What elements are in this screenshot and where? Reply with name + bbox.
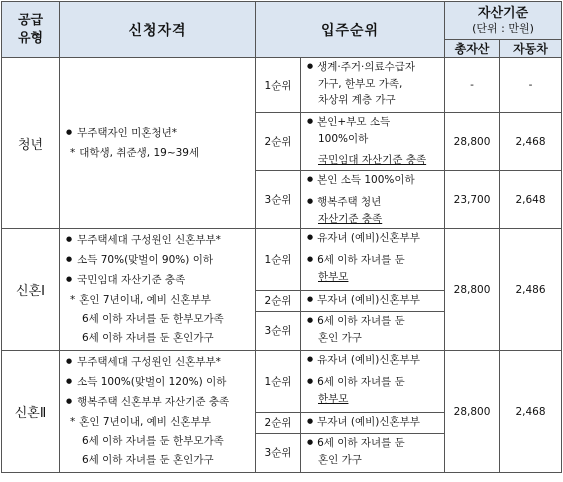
rank-condition bbox=[301, 171, 445, 229]
condition-line: 혼인 가구 bbox=[318, 331, 362, 344]
header-asset-title: 자산기준 bbox=[477, 5, 529, 21]
note-item: * 혼인 7년이내, 예비 신혼부부 bbox=[66, 291, 251, 310]
list-item: ● 소득 70%(맞벌이 90%) 이하 bbox=[66, 251, 251, 271]
condition-line: 혼인 가구 bbox=[318, 453, 362, 466]
header-supply-type-line2: 유형 bbox=[17, 30, 44, 46]
eligibility-table bbox=[1, 1, 562, 473]
table-row bbox=[2, 351, 562, 413]
list-item: ● 무주택자인 미혼청년* bbox=[66, 124, 251, 144]
condition-line: ● 6세 이하 자녀를 둔 bbox=[307, 435, 440, 452]
table-row bbox=[2, 229, 562, 291]
table-row bbox=[2, 58, 562, 113]
qualification-newlywed-1 bbox=[60, 229, 256, 351]
car-value: 2,648 bbox=[500, 171, 562, 229]
condition-line: ● 본인+부모 소득 bbox=[307, 114, 440, 131]
qualification-newlywed-2 bbox=[60, 351, 256, 473]
header-total-assets: 총자산 bbox=[445, 40, 500, 58]
car-value: 2,468 bbox=[500, 351, 562, 473]
header-supply-type bbox=[2, 2, 60, 58]
condition-line: ● 유자녀 (예비)신혼부부 bbox=[307, 230, 440, 247]
rank-condition bbox=[301, 433, 445, 472]
list-item: ● 무주택세대 구성원인 신혼부부* bbox=[66, 231, 251, 251]
total-assets-value: - bbox=[445, 58, 500, 113]
rank-label: 1순위 bbox=[256, 229, 301, 291]
supply-type-youth: 청년 bbox=[2, 58, 60, 229]
condition-line: 자산기준 충족 bbox=[318, 213, 383, 225]
car-value: 2,486 bbox=[500, 229, 562, 351]
rank-label: 1순위 bbox=[256, 58, 301, 113]
note-item: 6세 이하 자녀를 둔 한부모가족 bbox=[82, 313, 224, 325]
rank-label: 3순위 bbox=[256, 433, 301, 472]
rank-condition bbox=[301, 229, 445, 291]
car-value: 2,468 bbox=[500, 113, 562, 171]
condition-line: ● 유자녀 (예비)신혼부부 bbox=[307, 352, 440, 369]
rank-condition bbox=[301, 311, 445, 350]
note-item: 6세 이하 자녀를 둔 혼인가구 bbox=[82, 332, 214, 344]
condition-line: ● 무자녀 (예비)신혼부부 bbox=[307, 414, 440, 431]
condition-line: ● 무자녀 (예비)신혼부부 bbox=[307, 292, 440, 309]
condition-line: 한부모 bbox=[318, 271, 349, 283]
condition-line: ● 본인 소득 100%이하 bbox=[307, 172, 440, 189]
condition-line: ● 6세 이하 자녀를 둔 bbox=[307, 374, 440, 391]
note-item: * 혼인 7년이내, 예비 신혼부부 bbox=[66, 413, 251, 432]
condition-line: 국민임대 자산기준 충족 bbox=[318, 154, 427, 166]
header-priority: 입주순위 bbox=[256, 2, 445, 58]
header-asset-standard bbox=[445, 2, 562, 40]
rank-label: 2순위 bbox=[256, 412, 301, 433]
header-qualification: 신청자격 bbox=[60, 2, 256, 58]
condition-line: 차상위 계층 가구 bbox=[318, 94, 396, 106]
condition-line: ● 6세 이하 자녀를 둔 bbox=[307, 313, 440, 330]
rank-condition bbox=[301, 113, 445, 171]
condition-line: 가구, 한부모 가족, bbox=[318, 78, 403, 90]
note-item: * 대학생, 취준생, 19~39세 bbox=[66, 144, 251, 163]
list-item: ● 무주택세대 구성원인 신혼부부* bbox=[66, 353, 251, 373]
rank-condition bbox=[301, 58, 445, 113]
header-supply-type-line1: 공급 bbox=[17, 12, 44, 28]
rank-condition bbox=[301, 351, 445, 413]
rank-label: 2순위 bbox=[256, 113, 301, 171]
total-assets-value: 28,800 bbox=[445, 351, 500, 473]
car-value: - bbox=[500, 58, 562, 113]
condition-line: ● 행복주택 청년 bbox=[307, 194, 440, 211]
note-item: 6세 이하 자녀를 둔 혼인가구 bbox=[82, 454, 214, 466]
rank-label: 2순위 bbox=[256, 290, 301, 311]
header-car: 자동차 bbox=[500, 40, 562, 58]
condition-line: ● 6세 이하 자녀를 둔 bbox=[307, 252, 440, 269]
condition-line: ● 생계·주거·의료수급자 bbox=[307, 59, 440, 76]
total-assets-value: 28,800 bbox=[445, 229, 500, 351]
list-item: ● 국민임대 자산기준 충족 bbox=[66, 271, 251, 291]
condition-line: 한부모 bbox=[318, 393, 349, 405]
total-assets-value: 23,700 bbox=[445, 171, 500, 229]
total-assets-value: 28,800 bbox=[445, 113, 500, 171]
qualification-youth bbox=[60, 58, 256, 229]
header-asset-unit: (단위 : 만원) bbox=[472, 21, 534, 35]
rank-label: 3순위 bbox=[256, 311, 301, 350]
list-item: ● 소득 100%(맞벌이 120%) 이하 bbox=[66, 373, 251, 393]
list-item: ● 행복주택 신혼부부 자산기준 충족 bbox=[66, 393, 251, 413]
rank-condition bbox=[301, 290, 445, 311]
rank-label: 3순위 bbox=[256, 171, 301, 229]
rank-label: 1순위 bbox=[256, 351, 301, 413]
rank-condition bbox=[301, 412, 445, 433]
note-item: 6세 이하 자녀를 둔 한부모가족 bbox=[82, 435, 224, 447]
condition-line: 100%이하 bbox=[318, 133, 369, 145]
supply-type-newlywed-2: 신혼Ⅱ bbox=[2, 351, 60, 473]
supply-type-newlywed-1: 신혼Ⅰ bbox=[2, 229, 60, 351]
